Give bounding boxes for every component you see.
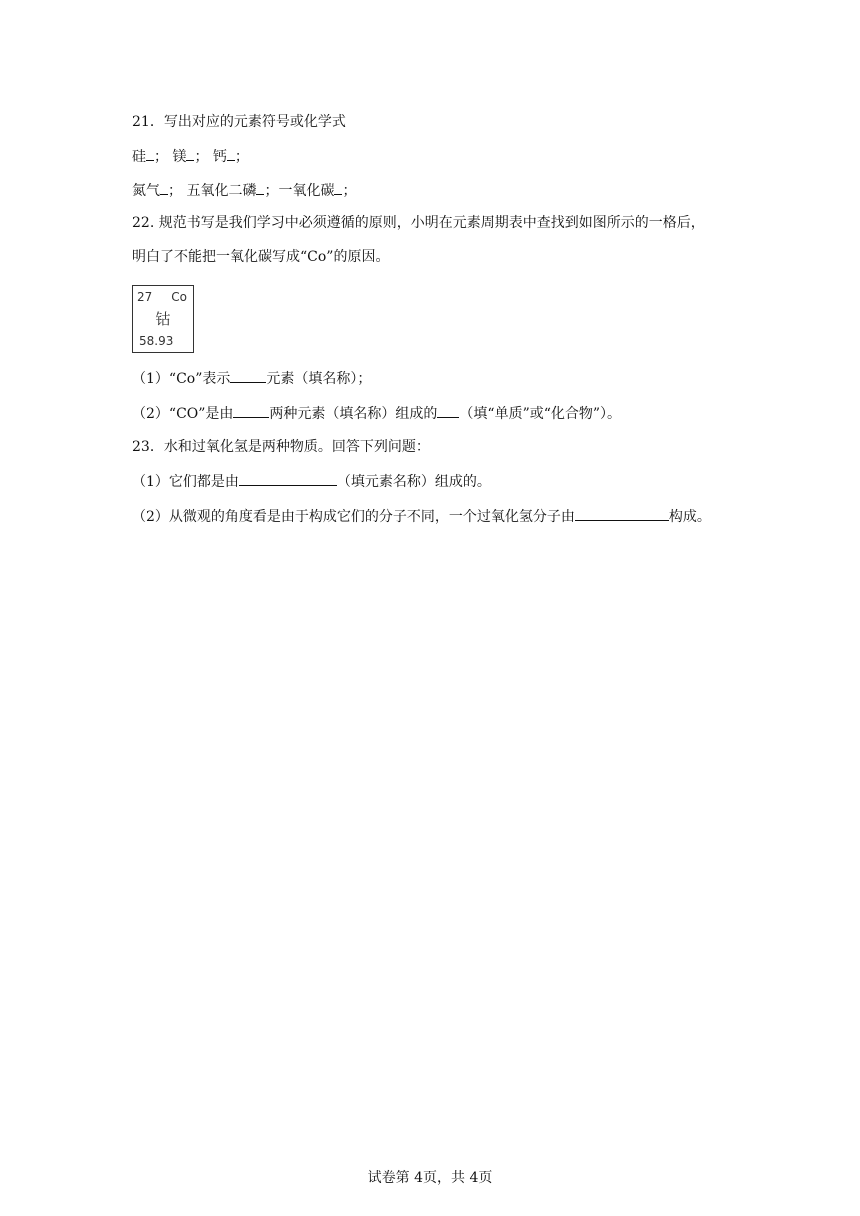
q22-sub2-blank1[interactable] bbox=[233, 403, 269, 418]
q23-sub1-after: （填元素名称）组成的。 bbox=[336, 474, 491, 490]
q21-row1 bbox=[132, 146, 249, 167]
q22-sub2-after: （填“单质”或“化合物”）。 bbox=[459, 406, 622, 422]
q21-calcium-blank[interactable] bbox=[227, 146, 235, 161]
q23-sub2-after: 构成。 bbox=[668, 509, 711, 525]
q21-co-label: ；一氧化碳 bbox=[264, 183, 335, 199]
q21-calcium-label: ； 钙 bbox=[194, 149, 227, 165]
q22-intro-line2: 明白了不能把一氧化碳写成“Co”的原因。 bbox=[132, 249, 390, 265]
q23-sub1 bbox=[132, 471, 491, 492]
q22-sub2-middle: 两种元素（填名称）组成的 bbox=[269, 406, 438, 422]
atomic-number: 27 bbox=[137, 290, 153, 304]
q23-sub2-before: （2）从微观的角度看是由于构成它们的分子不同，一个过氧化氢分子由 bbox=[132, 509, 575, 525]
q21-row2 bbox=[132, 180, 356, 201]
q22-sub2-blank2[interactable] bbox=[437, 403, 459, 418]
q21-row1-end: ； bbox=[234, 149, 249, 165]
q23-title: 23．水和过氧化氢是两种物质。回答下列问题： bbox=[132, 439, 430, 455]
atomic-mass: 58.93 bbox=[139, 334, 174, 348]
q22-intro-line1: 22. 规范书写是我们学习中必须遵循的原则，小明在元素周期表中查找到如图所示的一格后， bbox=[132, 215, 705, 231]
q22-sub1-before: （1）“Co”表示 bbox=[132, 371, 231, 387]
q23-sub1-blank[interactable] bbox=[239, 471, 337, 486]
q22-sub1-after: 元素（填名称）； bbox=[266, 371, 372, 387]
q21-title: 21．写出对应的元素符号或化学式 bbox=[132, 114, 346, 130]
q22-sub1-blank[interactable] bbox=[230, 368, 266, 383]
q21-row2-end: ； bbox=[342, 183, 357, 199]
periodic-table-cell bbox=[132, 285, 194, 353]
q22-sub1 bbox=[132, 368, 371, 389]
q21-p2o5-label: ； 五氧化二磷 bbox=[168, 183, 257, 199]
q21-nitrogen-blank[interactable] bbox=[160, 180, 168, 195]
q22-sub2 bbox=[132, 403, 621, 424]
q21-nitrogen-label: 氮气 bbox=[132, 183, 160, 199]
q22-sub2-before: （2）“CO”是由 bbox=[132, 406, 234, 422]
q21-silicon-label: 硅 bbox=[132, 149, 146, 165]
q23-sub1-before: （1）它们都是由 bbox=[132, 474, 239, 490]
element-symbol: Co bbox=[171, 290, 187, 304]
q23-sub2 bbox=[132, 506, 711, 527]
q21-silicon-blank[interactable] bbox=[146, 146, 154, 161]
q23-sub2-blank[interactable] bbox=[575, 506, 669, 521]
q21-magnesium-label: ； 镁 bbox=[154, 149, 187, 165]
page-footer: 试卷第 4页，共 4页 bbox=[367, 1170, 493, 1186]
element-name: 钴 bbox=[155, 310, 171, 328]
